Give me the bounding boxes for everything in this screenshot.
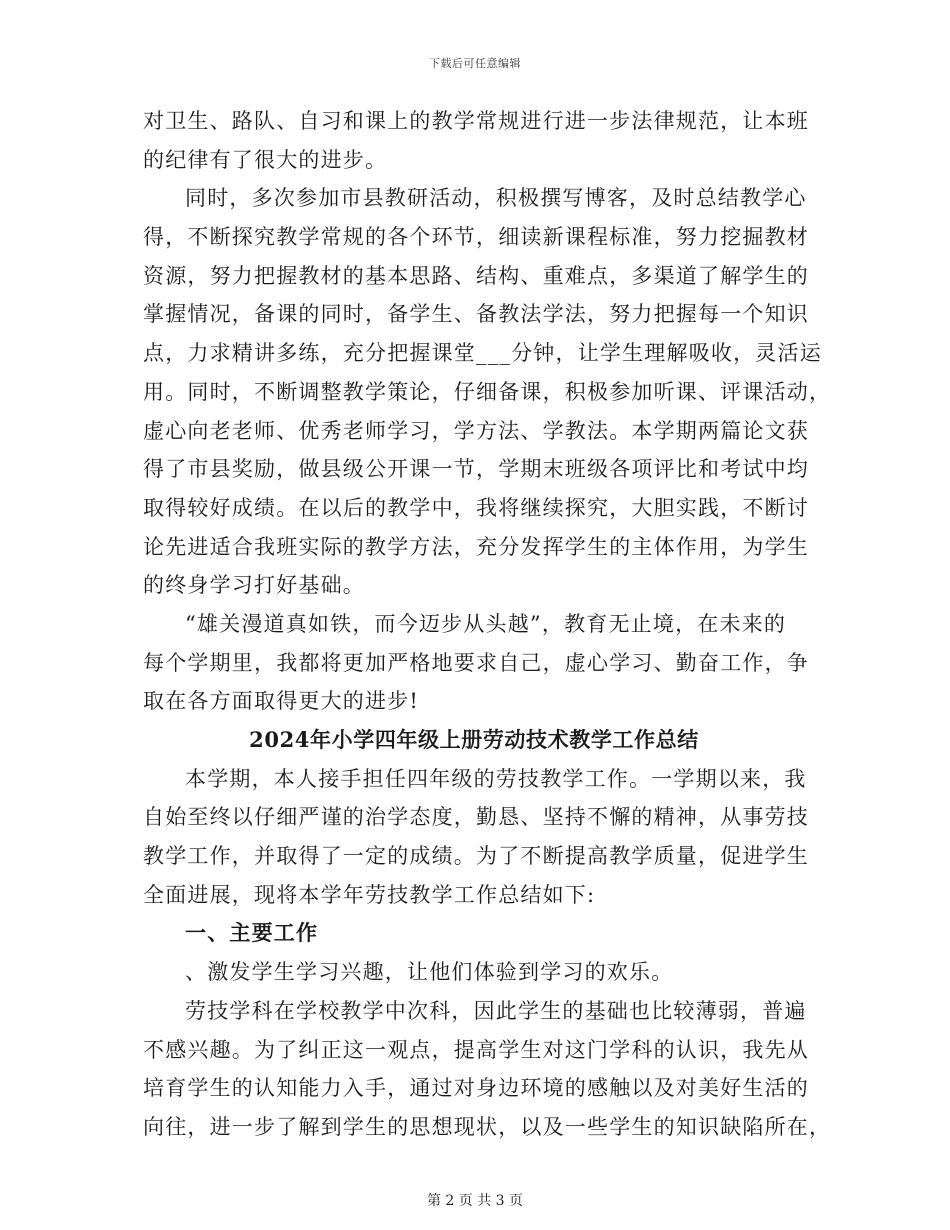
body-line: 取在各方面取得更大的进步! — [143, 689, 420, 714]
body-line: 每个学期里，我都将更加严格地要求自己，虚心学习、勤奋工作，争 — [143, 650, 809, 675]
body-line: 用。同时，不断调整教学策论，仔细备课，积极参加听课、评课活动， — [143, 379, 832, 404]
body-line: 掌握情况，备课的同时，备学生、备教法学法，努力把握每一个知识 — [143, 302, 809, 327]
body-line: 本学期，本人接手担任四年级的劳技教学工作。一学期以来，我 — [185, 766, 807, 791]
body-line: 得了市县奖励，做县级公开课一节，学期末班级各项评比和考试中均 — [143, 457, 809, 482]
body-line: 、激发学生学习兴趣，让他们体验到学习的欢乐。 — [185, 960, 674, 985]
body-line: 虚心向老老师、优秀老师学习，学方法、学教法。本学期两篇论文获 — [143, 418, 809, 443]
body-line: “雄关漫道真如铁，而今迈步从头越”，教育无止境，在未来的 — [185, 611, 787, 636]
body-line: 的终身学习打好基础。 — [143, 573, 365, 598]
body-line: 教学工作，并取得了一定的成绩。为了不断提高教学质量，促进学生 — [143, 844, 809, 869]
body-line: 自始至终以仔细严谨的治学态度，勤恳、坚持不懈的精神，从事劳技 — [143, 805, 809, 830]
body-line: 论先进适合我班实际的教学方法，充分发挥学生的主体作用，为学生 — [143, 534, 809, 559]
body-line: 的纪律有了很大的进步。 — [143, 147, 388, 172]
section-heading: 一、主要工作 — [185, 920, 319, 946]
body-line: 同时，多次参加市县教研活动，积极撰写博客，及时总结教学心 — [185, 186, 807, 211]
page-number: 第 2 页 共 3 页 — [426, 1193, 524, 1209]
body-line: 取得较好成绩。在以后的教学中，我将继续探究，大胆实践，不断讨 — [143, 495, 809, 520]
body-line: 不感兴趣。为了纠正这一观点，提高学生对这门学科的认识，我先从 — [143, 1037, 809, 1062]
body-line: 培育学生的认知能力入手，通过对身边环境的感触以及对美好生活的 — [143, 1076, 809, 1101]
body-line: 向往，进一步了解到学生的思想现状，以及一些学生的知识缺陷所在， — [143, 1114, 832, 1139]
document-body — [143, 102, 832, 1147]
body-line: 全面进展，现将本学年劳技教学工作总结如下: — [143, 882, 596, 907]
body-line: 资源，努力把握教材的基本思路、结构、重难点，多渠道了解学生的 — [143, 263, 809, 288]
section-title: 2024年小学四年级上册劳动技术教学工作总结 — [249, 727, 699, 752]
page-header-note: 下载后可任意编辑 — [429, 57, 521, 70]
body-line: 劳技学科在学校教学中次科，因此学生的基础也比较薄弱，普遍 — [185, 998, 807, 1023]
body-line: 点，力求精讲多练，充分把握课堂___分钟，让学生理解吸收，灵活运 — [143, 341, 822, 366]
body-line: 对卫生、路队、自习和课上的教学常规进行进一步法律规范，让本班 — [143, 109, 809, 133]
body-line: 得，不断探究教学常规的各个环节，细读新课程标准，努力挖掘教材 — [143, 225, 809, 250]
